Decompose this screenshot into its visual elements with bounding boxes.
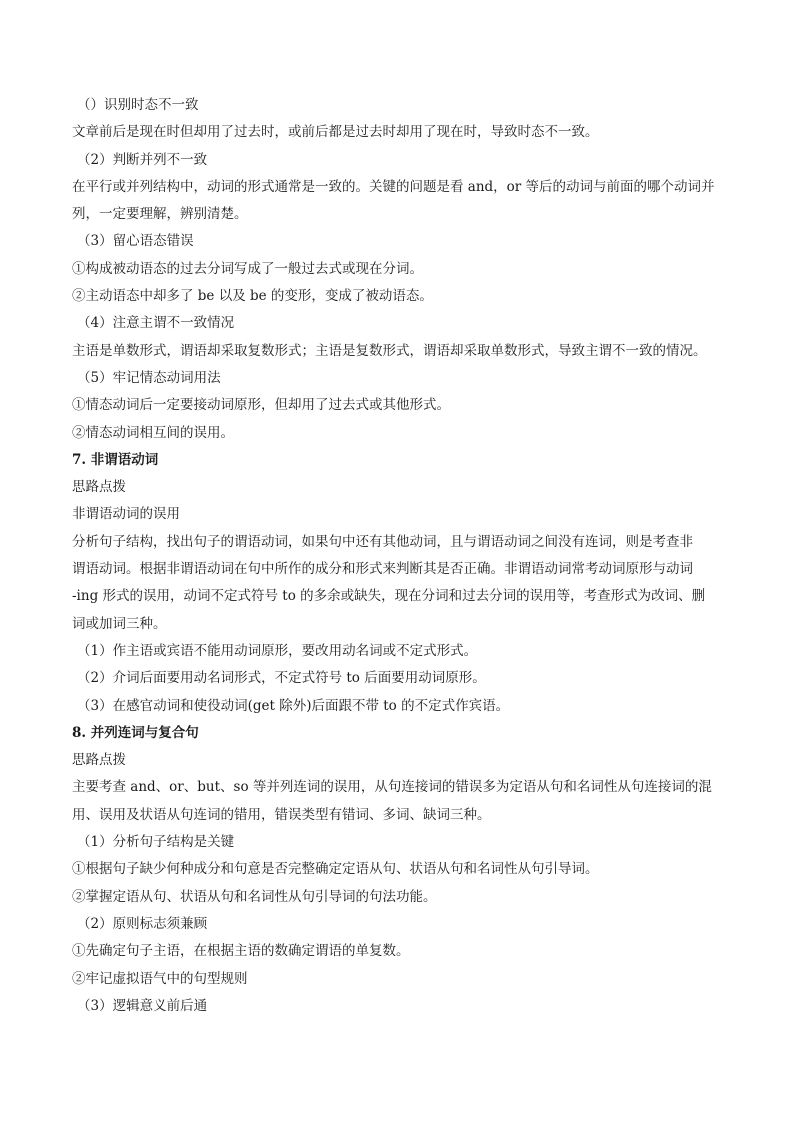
- text-line: （2）判断并列不一致: [77, 151, 208, 168]
- text-line: ②情态动词相互间的误用。: [72, 424, 234, 441]
- text-line: （1）分析句子结构是关键: [77, 834, 235, 851]
- text-line: （1）作主语或宾语不能用动词原形，要改用动名词或不定式形式。: [77, 642, 478, 659]
- text-line: 列，一定要理解，辨别清楚。: [72, 206, 248, 223]
- text-line: （4）注意主谓不一致情况: [77, 315, 235, 332]
- text-line: 文章前后是现在时但却用了过去时，或前后都是过去时却用了现在时，导致时态不一致。: [72, 124, 599, 141]
- text-line: （5）牢记情态动词用法: [77, 369, 221, 386]
- text-line: （2）原则标志须兼顾: [77, 915, 208, 932]
- text-line: 词或加词三种。: [72, 615, 167, 632]
- text-line: 主要考查 and、or、but、so 等并列连词的误用，从句连接词的错误多为定语从句和名词性从句连接词的混: [72, 779, 712, 796]
- section-heading: 8. 并列连词与复合句: [72, 724, 199, 741]
- text-line: 主语是单数形式，谓语却采取复数形式；主语是复数形式，谓语却采取单数形式，导致主谓不一致的情况。: [72, 342, 707, 359]
- text-line: ①构成被动语态的过去分词写成了一般过去式或现在分词。: [72, 260, 423, 277]
- text-line: 在平行或并列结构中，动词的形式通常是一致的。关键的问题是看 and，or 等后的动词与前面的哪个动词并: [72, 178, 715, 195]
- text-line: （2）介词后面要用动名词形式，不定式符号 to 后面要用动词原形。: [77, 670, 486, 687]
- text-line: （3）逻辑意义前后通: [77, 997, 208, 1014]
- text-line: 用、误用及状语从句连词的错用，错误类型有错词、多词、缺词三种。: [72, 806, 491, 823]
- text-line: ②牢记虚拟语气中的句型规则: [72, 970, 248, 987]
- text-line: 非谓语动词的误用: [72, 506, 180, 523]
- text-line: ①情态动词后一定要接动词原形，但却用了过去式或其他形式。: [72, 397, 450, 414]
- text-line: ②主动语态中却多了 be 以及 be 的变形，变成了被动语态。: [72, 288, 433, 305]
- text-line: （）识别时态不一致: [77, 97, 199, 113]
- section-heading: 7. 非谓语动词: [72, 451, 159, 468]
- text-line: 思路点拨: [72, 479, 126, 496]
- document-body: [72, 92, 724, 1020]
- text-line: 思路点拨: [72, 752, 126, 769]
- text-line: ①先确定句子主语，在根据主语的数确定谓语的单复数。: [72, 943, 410, 960]
- text-line: （3）在感官动词和使役动词(get 除外)后面跟不带 to 的不定式作宾语。: [77, 697, 510, 714]
- text-line: 谓语动词。根据非谓语动词在句中所作的成分和形式来判断其是否正确。非谓语动词常考动词原形与动词: [72, 561, 693, 578]
- text-line: -ing 形式的误用，动词不定式符号 to 的多余或缺失，现在分词和过去分词的误用等，考查形式为改词、删: [72, 588, 706, 605]
- text-line: ①根据句子缺少何种成分和句意是否完整确定定语从句、状语从句和名词性从句引导词。: [72, 861, 599, 878]
- text-line: ②掌握定语从句、状语从句和名词性从句引导词的句法功能。: [72, 888, 437, 905]
- text-line: 分析句子结构，找出句子的谓语动词，如果句中还有其他动词，且与谓语动词之间没有连词，则是考查非: [72, 533, 693, 550]
- text-line: （3）留心语态错误: [77, 233, 194, 250]
